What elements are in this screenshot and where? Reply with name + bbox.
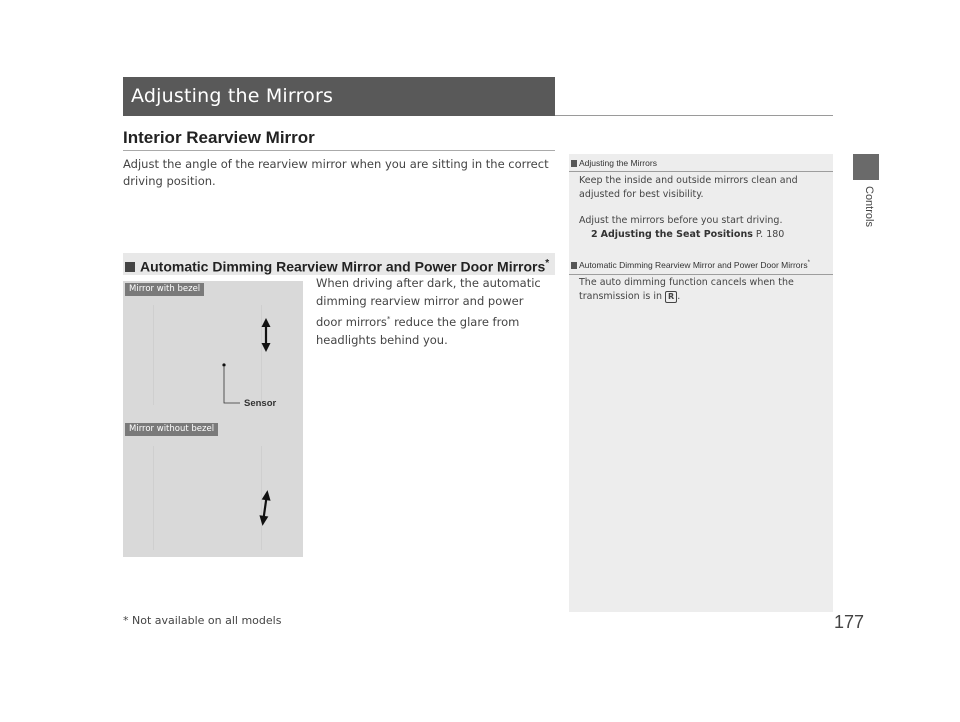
subsection-heading	[123, 253, 555, 275]
note-text-end: .	[677, 291, 681, 302]
note-icon	[571, 262, 577, 269]
gear-r-icon: R	[665, 291, 677, 303]
body-text-part2: reduce the glare from headlights behind you.	[316, 314, 520, 347]
reference-title: Adjusting the Seat Positions	[600, 229, 753, 240]
note-icon	[571, 160, 577, 167]
label-mirror-with-bezel: Mirror with bezel	[125, 283, 204, 296]
cross-reference-link[interactable]	[591, 229, 784, 240]
note-text: Keep the inside and outside mirrors clean and adjusted for best visibility.	[579, 175, 798, 200]
page-number: 177	[834, 612, 865, 632]
sensor-label: Sensor	[244, 398, 277, 409]
note-text-part: The auto dimming function cancels when the transmission is in	[579, 277, 794, 302]
note-text	[579, 276, 804, 304]
note-title-text: Automatic Dimming Rearview Mirror and Power Door Mirrors	[579, 260, 808, 270]
figure-graphics	[123, 281, 303, 557]
intro-text: Adjust the angle of the rearview mirror when you are sitting in the correct driving position.	[123, 157, 549, 188]
note-title-text: Adjusting the Mirrors	[579, 158, 657, 168]
adjust-arrow-icon	[258, 490, 272, 527]
notes-panel	[569, 154, 833, 612]
note-rule	[569, 171, 833, 172]
page-heading: Interior Rearview Mirror	[123, 128, 315, 147]
note-title	[571, 260, 810, 270]
mirror-figure	[123, 281, 303, 557]
chapter-tab-marker	[853, 154, 879, 180]
sensor-dot	[222, 363, 225, 366]
body-text	[316, 274, 546, 349]
subsection-title: Automatic Dimming Rearview Mirror and Power Door Mirrors	[140, 258, 546, 275]
footnote: * Not available on all models	[123, 614, 282, 627]
reference-page: P. 180	[755, 229, 785, 240]
note-title	[571, 158, 657, 168]
adjust-arrow-icon	[262, 318, 271, 352]
square-bullet-icon	[125, 262, 135, 272]
body-asterisk: *	[386, 315, 391, 323]
section-title: Adjusting the Mirrors	[123, 77, 555, 116]
body-text-part1: When driving after dark, the automatic dimming rearview mirror and power door mirrors	[316, 276, 541, 329]
note-rule	[569, 274, 833, 275]
heading-rule	[123, 150, 555, 151]
section-rule	[555, 115, 833, 116]
note-asterisk: *	[807, 260, 810, 267]
sensor-leader	[224, 367, 240, 403]
reference-arrow-icon: 2	[591, 229, 598, 240]
chapter-tab-label[interactable]: Controls	[863, 186, 875, 227]
note-text: Adjust the mirrors before you start driving.	[579, 215, 783, 226]
subsection-asterisk: *	[545, 258, 550, 269]
label-mirror-without-bezel: Mirror without bezel	[125, 423, 218, 436]
